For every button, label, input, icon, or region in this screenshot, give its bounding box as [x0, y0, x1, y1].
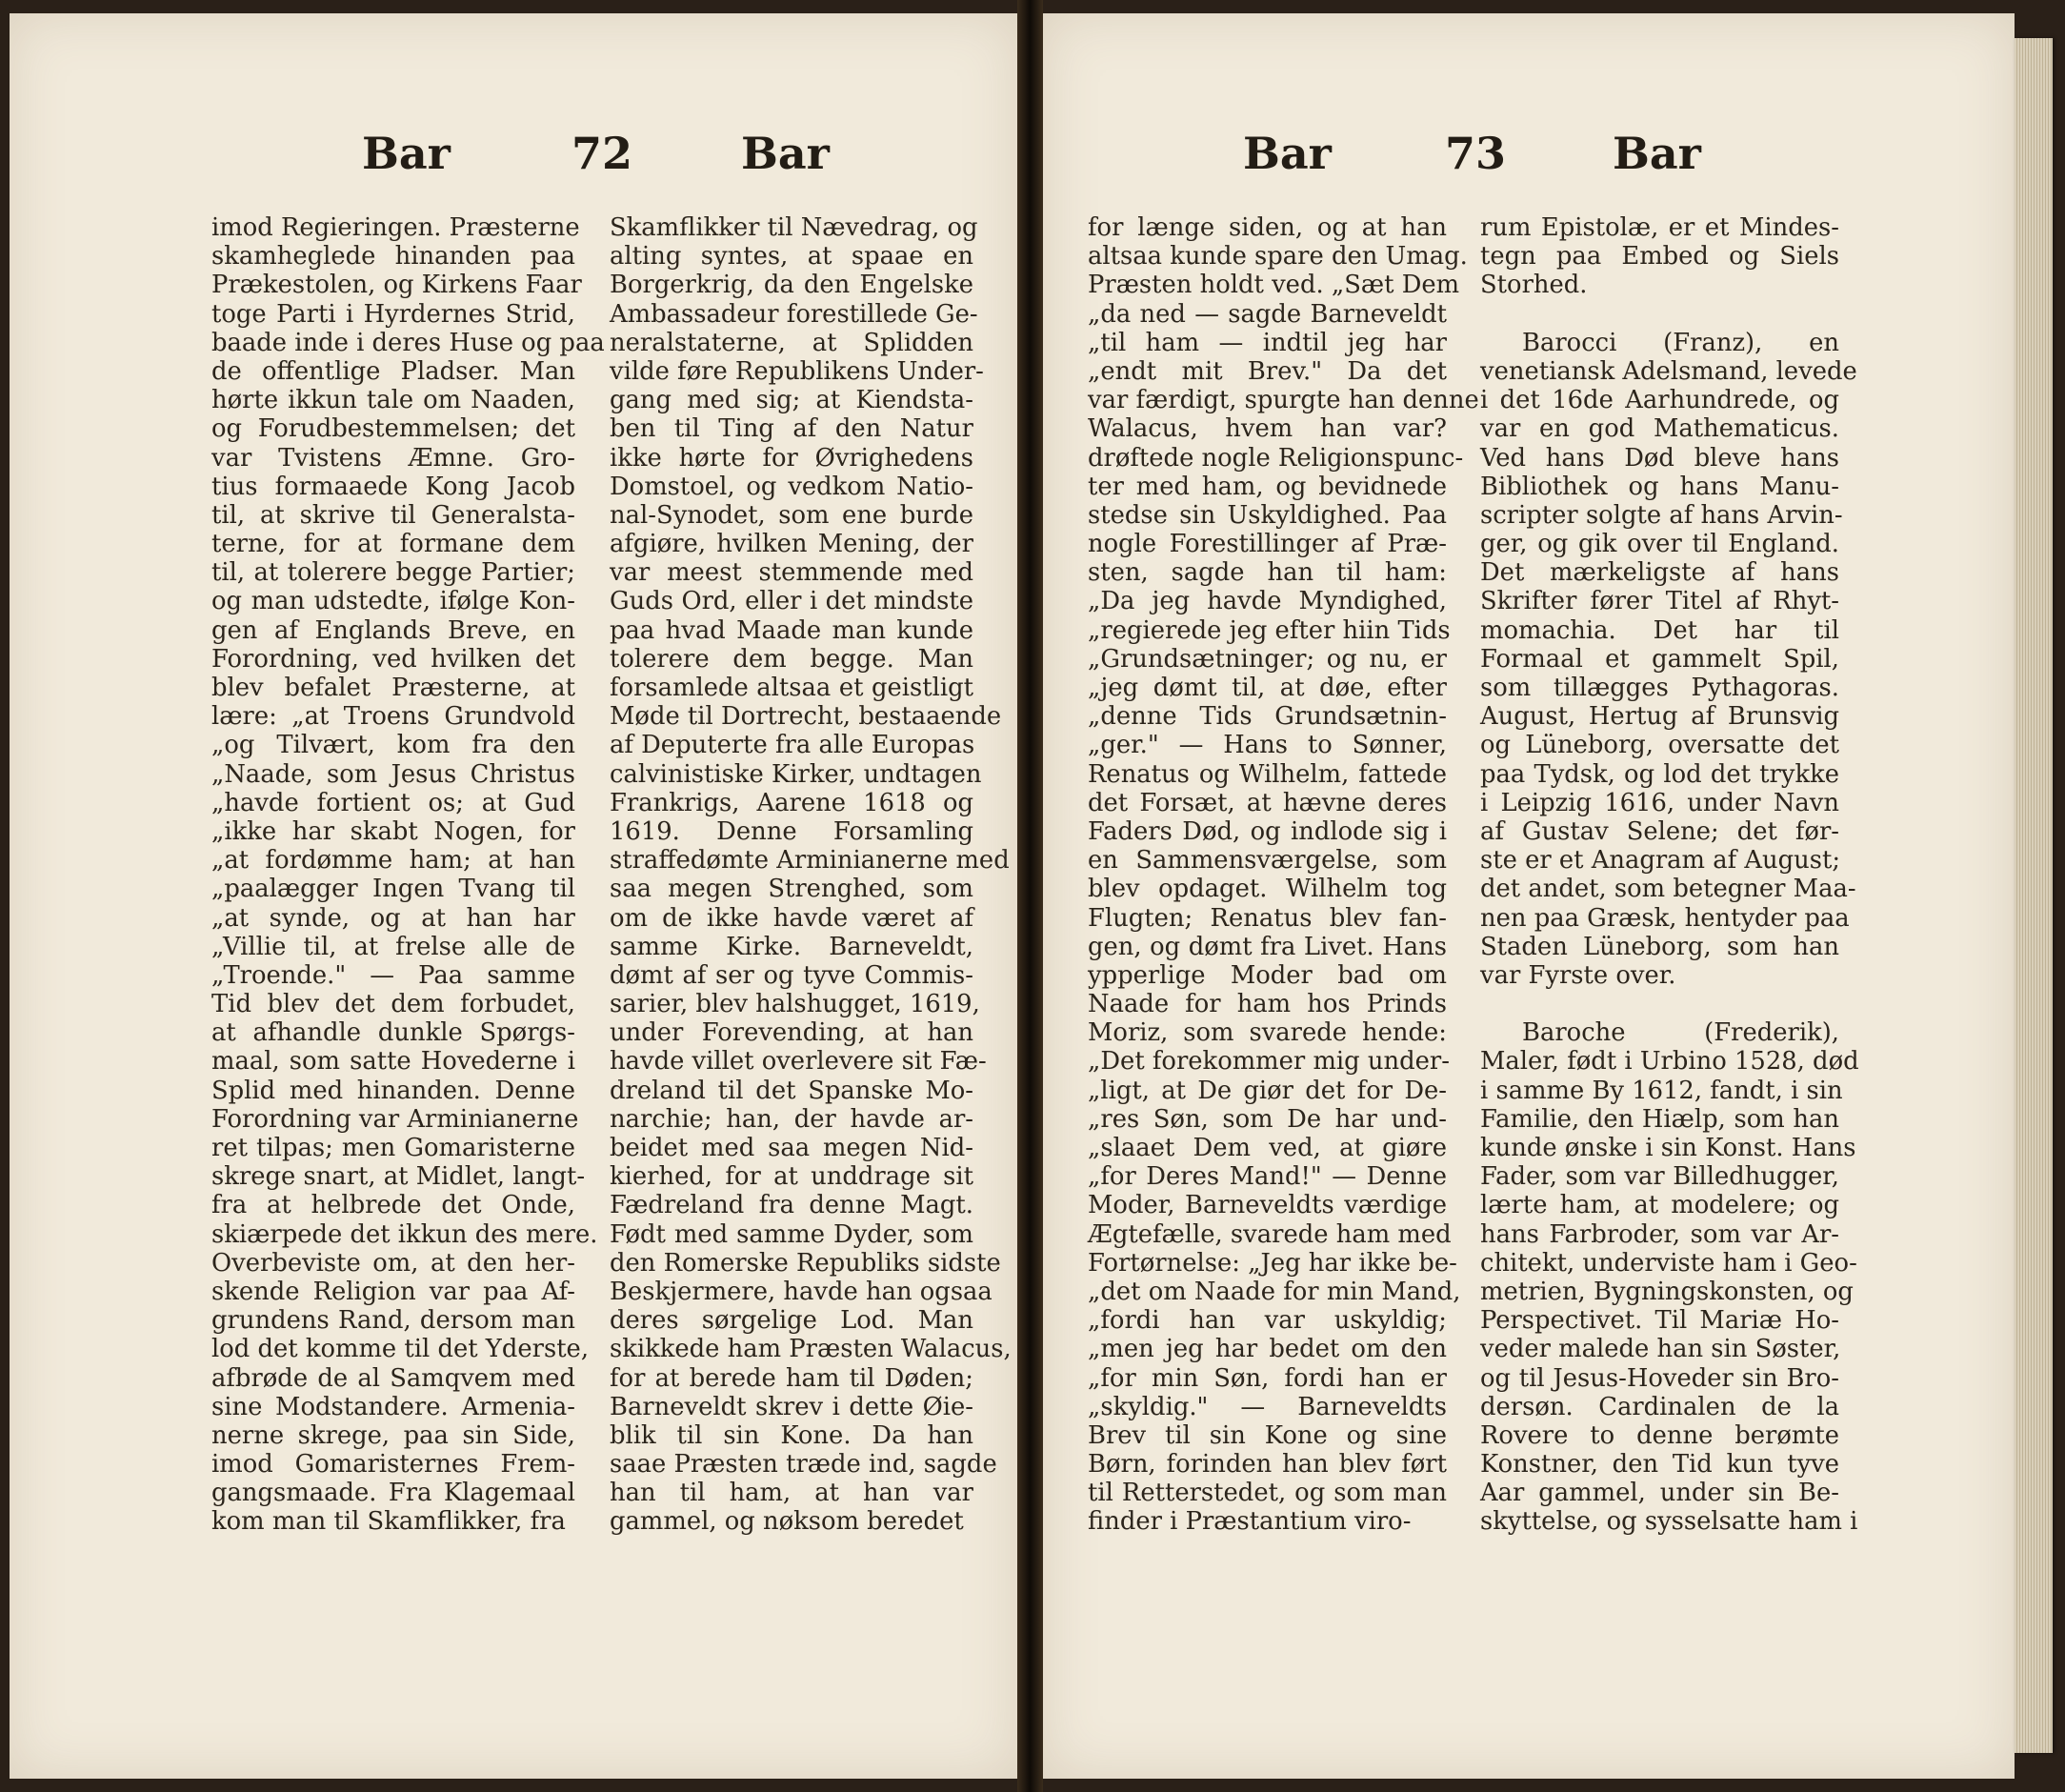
- text-line: kom man til Skamflikker, fra: [211, 1507, 566, 1537]
- text-line: ben til Ting af den Natur: [610, 414, 973, 444]
- text-line: Faders Død, og indlode sig i: [1088, 816, 1447, 846]
- text-line: „ikke har skabt Nogen, for: [211, 816, 575, 846]
- text-line: den Romerske Republiks sidste: [610, 1248, 1001, 1278]
- text-line: de offentlige Pladser. Man: [211, 356, 575, 386]
- text-line: af Deputerte fra alle Europas: [610, 731, 975, 760]
- text-line: og Forudbestemmelsen; det: [211, 414, 575, 444]
- running-head-right: Bar: [741, 128, 830, 179]
- text-line: imod Regieringen. Præsterne: [211, 213, 580, 242]
- text-line: Baroche (Frederik),: [1522, 1018, 1839, 1048]
- text-line: og Lüneborg, oversatte det: [1480, 731, 1839, 760]
- text-line: „og Tilvært, kom fra den: [211, 731, 575, 760]
- text-line: Skamflikker til Nævedrag, og: [610, 213, 978, 242]
- text-line: som tillægges Pythagoras.: [1480, 674, 1839, 702]
- text-line: lærte ham, at modelere; og: [1480, 1191, 1839, 1220]
- text-line: i samme By 1612, fandt, i sin: [1480, 1076, 1843, 1105]
- text-line: Fader, som var Billedhugger,: [1480, 1162, 1839, 1192]
- text-line: om de ikke havde været af: [610, 903, 973, 933]
- text-line: Borgerkrig, da den Engelske: [610, 271, 973, 300]
- text-line: gang med sig; at Kiendsta-: [610, 386, 973, 415]
- left-page-column-1: [211, 213, 605, 1537]
- text-line: ter med ham, og bevidnede: [1088, 472, 1447, 501]
- text-line: Familie, den Hiælp, som han: [1480, 1104, 1839, 1134]
- text-line: „men jeg har bedet om den: [1088, 1335, 1447, 1364]
- text-line: vilde føre Republikens Under-: [610, 356, 984, 386]
- text-line: sine Modstandere. Armenia-: [211, 1392, 575, 1421]
- text-line: Perspectivet. Til Mariæ Ho-: [1480, 1306, 1839, 1336]
- text-line: Moriz, som svarede hende:: [1088, 1018, 1447, 1048]
- text-line: var Tvistens Æmne. Gro-: [211, 443, 575, 473]
- text-line: „Da jeg havde Myndighed,: [1088, 587, 1447, 616]
- text-line: Prækestolen, og Kirkens Faar: [211, 271, 582, 300]
- text-line: lære: „at Troens Grundvold: [211, 702, 575, 732]
- text-line: Skrifter fører Titel af Rhyt-: [1480, 587, 1839, 616]
- text-line: han til ham, at han var: [610, 1479, 973, 1508]
- text-line: forsamlede altsaa et geistligt: [610, 674, 973, 702]
- text-line: ypperlige Moder bad om: [1088, 960, 1447, 990]
- text-line: Flugten; Renatus blev fan-: [1088, 903, 1447, 933]
- text-line: baade inde i deres Huse og paa: [211, 328, 605, 357]
- text-line: Rovere to denne berømte: [1480, 1420, 1839, 1450]
- text-line: dreland til det Spanske Mo-: [610, 1076, 973, 1105]
- text-line: Domstoel, og vedkom Natio-: [610, 472, 973, 501]
- text-line: afbrøde de al Samqvem med: [211, 1363, 575, 1393]
- text-line: gen af Englands Breve, en: [211, 615, 575, 645]
- text-line: maal, som satte Hovederne i: [211, 1047, 575, 1077]
- text-line: Børn, forinden han blev ført: [1088, 1450, 1447, 1480]
- text-line: Bibliothek og hans Manu-: [1480, 472, 1839, 501]
- text-line: „Villie til, at frelse alle de: [211, 932, 575, 961]
- text-line: Tid blev det dem forbudet,: [211, 990, 575, 1019]
- text-line: Guds Ord, eller i det mindste: [610, 587, 973, 616]
- text-line: „fordi han var uskyldig;: [1088, 1306, 1447, 1336]
- text-line: Forordning, ved hvilken det: [211, 644, 575, 674]
- text-line: paa hvad Maade man kunde: [610, 615, 973, 645]
- text-line: var meest stemmende med: [610, 558, 973, 588]
- text-line: kierhed, for at unddrage sit: [610, 1162, 973, 1192]
- text-line: Maler, født i Urbino 1528, død: [1480, 1047, 1859, 1077]
- text-line: nen paa Græsk, hentyder paa: [1480, 903, 1850, 933]
- text-line: Moder, Barneveldts værdige: [1088, 1191, 1447, 1220]
- text-line: „at synde, og at han har: [211, 903, 575, 933]
- text-line: „for min Søn, fordi han er: [1088, 1363, 1447, 1393]
- text-line: hans Farbroder, som var Ar-: [1480, 1219, 1839, 1249]
- right-page: [1043, 13, 2015, 1779]
- text-line: „res Søn, som De har und-: [1088, 1104, 1447, 1134]
- text-line: August, Hertug af Brunsvig: [1480, 702, 1839, 732]
- text-line: af Gustav Selene; det før-: [1480, 816, 1839, 846]
- text-line: neralstaterne, at Splidden: [610, 328, 973, 357]
- text-line: „til ham — indtil jeg har: [1088, 328, 1447, 357]
- text-line: finder i Præstantium viro-: [1088, 1507, 1412, 1537]
- text-line: sarier, blev halshugget, 1619,: [610, 990, 980, 1019]
- text-line: ret tilpas; men Gomaristerne: [211, 1134, 575, 1162]
- text-line: til, at tolerere begge Partier;: [211, 558, 575, 588]
- running-head-left: Bar: [362, 128, 451, 179]
- text-line: nerne skrege, paa sin Side,: [211, 1420, 575, 1450]
- blank-line: [1480, 990, 1839, 1018]
- text-line: paa Tydsk, og lod det trykke: [1480, 759, 1839, 789]
- text-line: chitekt, underviste ham i Geo-: [1480, 1248, 1857, 1278]
- text-line: stedse sin Uskyldighed. Paa: [1088, 500, 1447, 530]
- text-line: Ægtefælle, svarede ham med: [1088, 1219, 1452, 1249]
- text-line: „endt mit Brev." Da det: [1088, 356, 1447, 386]
- text-line: sten, sagde han til ham:: [1088, 558, 1447, 588]
- book-spine: [1017, 0, 1043, 1792]
- text-line: det andet, som betegner Maa-: [1480, 875, 1856, 904]
- text-line: Storhed.: [1480, 271, 1588, 300]
- text-line: Overbeviste om, at den her-: [211, 1248, 575, 1278]
- text-line: Formaal et gammelt Spil,: [1480, 644, 1839, 674]
- text-line: „paalægger Ingen Tvang til: [211, 875, 575, 904]
- text-line: 1619. Denne Forsamling: [610, 816, 973, 846]
- text-line: Det mærkeligste af hans: [1480, 558, 1839, 588]
- text-line: saa megen Strenghed, som: [610, 875, 973, 904]
- text-line: Renatus og Wilhelm, fattede: [1088, 759, 1447, 789]
- text-line: gangsmaade. Fra Klagemaal: [211, 1479, 575, 1508]
- left-page-column-2: [610, 213, 1012, 1537]
- text-line: fra at helbrede det Onde,: [211, 1191, 575, 1220]
- text-line: skyttelse, og sysselsatte ham i: [1480, 1507, 1858, 1537]
- text-line: skamheglede hinanden paa: [211, 242, 575, 272]
- text-line: til Retterstedet, og som man: [1088, 1479, 1447, 1508]
- text-line: en Sammensværgelse, som: [1088, 846, 1447, 876]
- text-line: afgiøre, hvilken Mening, der: [610, 530, 973, 559]
- text-line: Præsten holdt ved. „Sæt Dem: [1088, 271, 1460, 300]
- text-line: „Grundsætninger; og nu, er: [1088, 644, 1447, 674]
- text-line: Forordning var Arminianerne: [211, 1104, 579, 1134]
- text-line: „det om Naade for min Mand,: [1088, 1277, 1461, 1306]
- page-number: 72: [571, 128, 633, 179]
- text-line: „regierede jeg efter hiin Tids: [1088, 615, 1451, 645]
- text-line: i Leipzig 1616, under Navn: [1480, 788, 1839, 817]
- text-line: „havde fortient os; at Gud: [211, 788, 575, 817]
- text-line: og man udstedte, ifølge Kon-: [211, 587, 575, 616]
- text-line: „for Deres Mand!" — Denne: [1088, 1162, 1447, 1192]
- text-line: grundens Rand, dersom man: [211, 1306, 575, 1336]
- text-line: Møde til Dortrecht, bestaaende: [610, 702, 1002, 732]
- text-line: calvinistiske Kirker, undtagen: [610, 759, 982, 789]
- text-line: ger, og gik over til England.: [1480, 530, 1839, 559]
- right-page-column-1: [1088, 213, 1479, 1537]
- text-line: Beskjermere, havde han ogsaa: [610, 1277, 992, 1306]
- text-line: ikke hørte for Øvrighedens: [610, 443, 973, 473]
- text-line: Barneveldt skrev i dette Øie-: [610, 1392, 973, 1421]
- text-line: og til Jesus-Hoveder sin Bro-: [1480, 1363, 1839, 1393]
- text-line: straffedømte Arminianerne med: [610, 846, 1010, 876]
- text-line: Splid med hinanden. Denne: [211, 1076, 575, 1105]
- text-line: at afhandle dunkle Spørgs-: [211, 1018, 575, 1048]
- right-page-header: [1043, 128, 2015, 194]
- text-line: Naade for ham hos Prinds: [1088, 990, 1447, 1019]
- text-line: for længe siden, og at han: [1088, 213, 1447, 242]
- text-line: Staden Lüneborg, som han: [1480, 932, 1839, 961]
- text-line: terne, for at formane dem: [211, 530, 575, 559]
- text-line: skiærpede det ikkun des mere.: [211, 1219, 598, 1249]
- text-line: Konstner, den Tid kun tyve: [1480, 1450, 1839, 1480]
- text-line: „da ned — sagde Barneveldt: [1088, 299, 1447, 329]
- text-line: drøftede nogle Religionspunc-: [1088, 443, 1464, 473]
- text-line: Barocci (Franz), en: [1522, 328, 1839, 357]
- text-line: under Forevending, at han: [610, 1018, 973, 1048]
- text-line: tolerere dem begge. Man: [610, 644, 973, 674]
- text-line: i det 16de Aarhundrede, og: [1480, 386, 1839, 415]
- text-line: skrege snart, at Midlet, langt-: [211, 1162, 586, 1192]
- text-line: metrien, Bygningskonsten, og: [1480, 1277, 1854, 1306]
- text-line: Brev til sin Kone og sine: [1088, 1420, 1447, 1450]
- text-line: altsaa kunde spare den Umag.: [1088, 242, 1468, 272]
- text-line: blev opdaget. Wilhelm tog: [1088, 875, 1447, 904]
- blank-line: [1480, 300, 1839, 329]
- text-line: gammel, og nøksom beredet: [610, 1507, 964, 1537]
- text-line: veder malede han sin Søster,: [1480, 1335, 1841, 1364]
- text-line: „ger." — Hans to Sønner,: [1088, 731, 1447, 760]
- text-line: „Det forekommer mig under-: [1088, 1047, 1450, 1077]
- text-line: havde villet overlevere sit Fæ-: [610, 1047, 987, 1077]
- text-line: det Forsæt, at hævne deres: [1088, 788, 1447, 817]
- text-line: deres sørgelige Lod. Man: [610, 1306, 973, 1336]
- text-line: var Fyrste over.: [1480, 960, 1676, 990]
- text-line: „slaaet Dem ved, at giøre: [1088, 1134, 1447, 1162]
- text-line: Født med samme Dyder, som: [610, 1219, 973, 1249]
- text-line: „ligt, at De giør det for De-: [1088, 1076, 1447, 1105]
- text-line: kunde ønske i sin Konst. Hans: [1480, 1134, 1856, 1162]
- running-head-left: Bar: [1243, 128, 1332, 179]
- text-line: „Troende." — Paa samme: [211, 960, 575, 990]
- page-edges: [2015, 38, 2053, 1753]
- text-line: var en god Mathematicus.: [1480, 414, 1839, 444]
- text-line: saae Præsten træde ind, sagde: [610, 1450, 997, 1480]
- text-line: var færdigt, spurgte han denne: [1088, 386, 1479, 415]
- text-line: skende Religion var paa Af-: [211, 1277, 575, 1306]
- text-line: for at berede ham til Døden;: [610, 1363, 973, 1393]
- text-line: alting syntes, at spaae en: [610, 242, 973, 272]
- text-line: rum Epistolæ, er et Mindes-: [1480, 213, 1839, 242]
- text-line: samme Kirke. Barneveldt,: [610, 932, 973, 961]
- left-page-header: [10, 128, 1017, 194]
- text-line: „Naade, som Jesus Christus: [211, 759, 575, 789]
- text-line: Frankrigs, Aarene 1618 og: [610, 788, 973, 817]
- text-line: blik til sin Kone. Da han: [610, 1420, 973, 1450]
- text-line: nogle Forestillinger af Præ-: [1088, 530, 1447, 559]
- text-line: lod det komme til det Yderste,: [211, 1335, 590, 1364]
- text-line: tius formaaede Kong Jacob: [211, 472, 575, 501]
- text-line: til, at skrive til Generalsta-: [211, 500, 575, 530]
- text-line: blev befalet Præsterne, at: [211, 674, 575, 702]
- text-line: „jeg dømt til, at døe, efter: [1088, 674, 1447, 702]
- text-line: „denne Tids Grundsætnin-: [1088, 702, 1447, 732]
- text-line: gen, og dømt fra Livet. Hans: [1088, 932, 1447, 961]
- left-page: [10, 13, 1017, 1779]
- text-line: dømt af ser og tyve Commis-: [610, 960, 973, 990]
- text-line: ste er et Anagram af August;: [1480, 846, 1841, 876]
- text-line: Fortørnelse: „Jeg har ikke be-: [1088, 1248, 1457, 1278]
- running-head-right: Bar: [1613, 128, 1701, 179]
- text-line: „at fordømme ham; at han: [211, 846, 575, 876]
- right-page-column-2: [1480, 213, 1859, 1537]
- text-line: Fædreland fra denne Magt.: [610, 1191, 973, 1220]
- text-line: Aar gammel, under sin Be-: [1480, 1479, 1839, 1508]
- text-line: imod Gomaristernes Frem-: [211, 1450, 575, 1480]
- text-line: momachia. Det har til: [1480, 615, 1839, 645]
- text-line: scripter solgte af hans Arvin-: [1480, 500, 1843, 530]
- text-line: tegn paa Embed og Siels: [1480, 242, 1839, 272]
- page-number: 73: [1445, 128, 1507, 179]
- text-line: beidet med saa megen Nid-: [610, 1134, 973, 1162]
- text-line: Walacus, hvem han var?: [1088, 414, 1447, 444]
- text-line: toge Parti i Hyrdernes Strid,: [211, 299, 575, 329]
- text-line: nal-Synodet, som ene burde: [610, 500, 973, 530]
- text-line: narchie; han, der havde ar-: [610, 1104, 973, 1134]
- text-line: skikkede ham Præsten Walacus,: [610, 1335, 1012, 1364]
- text-line: venetiansk Adelsmand, levede: [1480, 356, 1857, 386]
- text-line: hørte ikkun tale om Naaden,: [211, 386, 575, 415]
- text-line: Ambassadeur forestillede Ge-: [610, 299, 978, 329]
- text-line: dersøn. Cardinalen de la: [1480, 1392, 1839, 1421]
- text-line: Ved hans Død bleve hans: [1480, 443, 1839, 473]
- text-line: „skyldig." — Barneveldts: [1088, 1392, 1447, 1421]
